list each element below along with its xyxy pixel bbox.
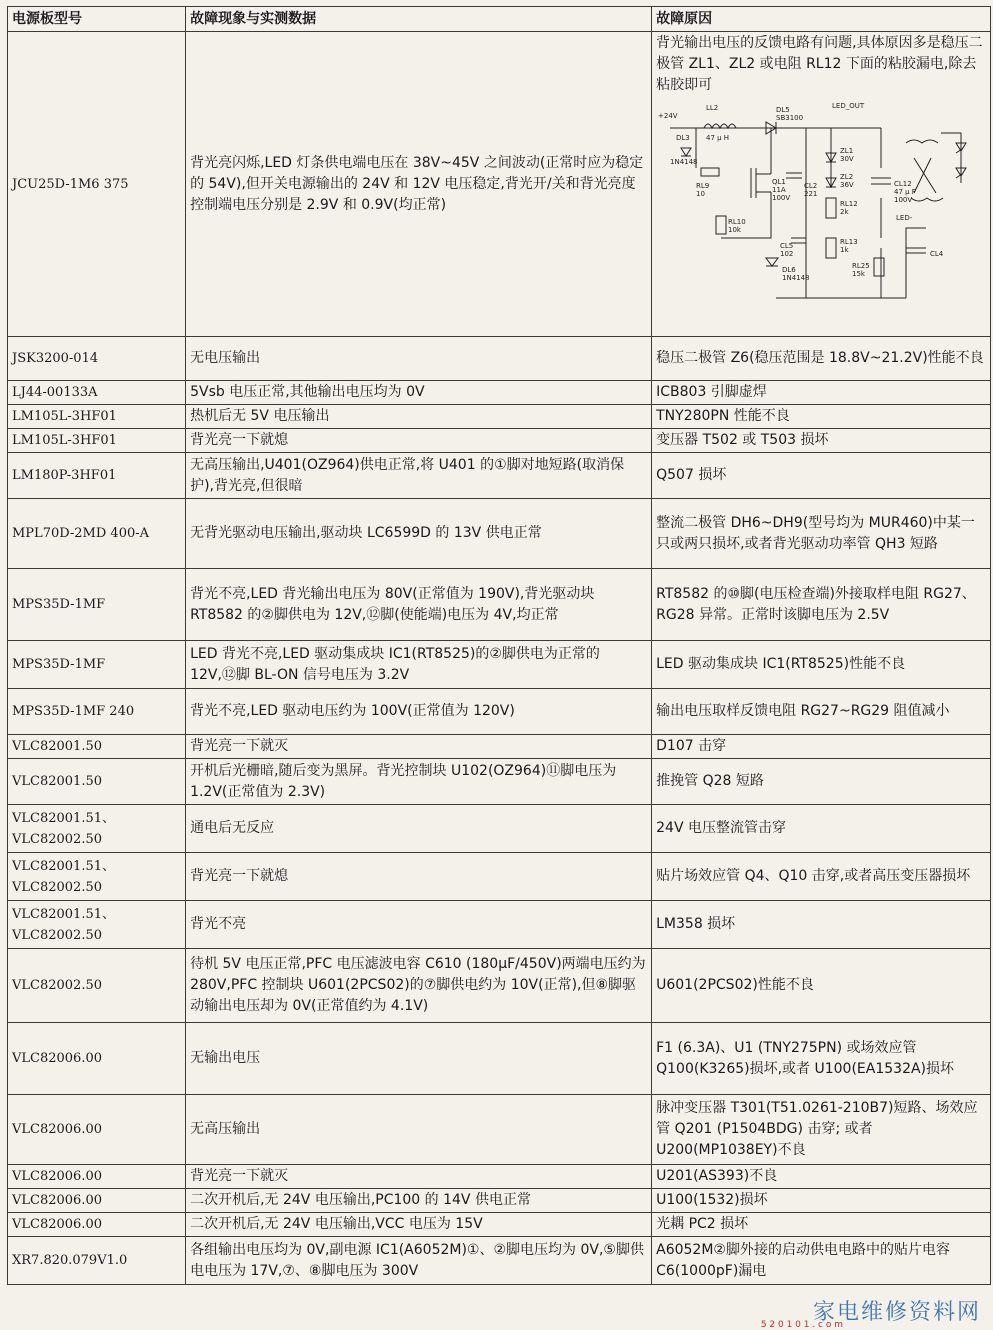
backlight-feedback-circuit-diagram	[656, 98, 976, 303]
cause-text: 背光输出电压的反馈电路有问题,具体原因多是稳压二极管 ZL1、ZL2 或电阻 RL12 下面的粘胶漏电,除去粘胶即可	[656, 35, 983, 93]
cause-cell: 24V 电压整流管击穿	[652, 805, 991, 853]
circuit-label: CL12	[894, 180, 912, 188]
symptom-cell: 无高压输出	[186, 1095, 652, 1165]
circuit-label: 221	[804, 190, 818, 198]
cause-cell: RT8582 的⑩脚(电压检查端)外接取样电阻 RG27、RG28 异常。正常时该脚电压为 2.5V	[652, 569, 991, 641]
table-row	[8, 641, 991, 689]
circuit-label: RL9	[696, 182, 710, 190]
circuit-label: 1k	[840, 246, 849, 254]
table-row	[8, 569, 991, 641]
model-cell: VLC82001.50	[8, 759, 186, 805]
cause-cell: 变压器 T502 或 T503 损坏	[652, 429, 991, 453]
table-row	[8, 1095, 991, 1165]
table-row	[8, 1189, 991, 1213]
model-cell: VLC82001.51、VLC82002.50	[8, 901, 186, 949]
watermark-url: 5 2 0 1 0 1 . c o m	[760, 1320, 843, 1330]
circuit-label: 1N4148	[670, 158, 698, 166]
symptom-cell: 待机 5V 电压正常,PFC 电压滤波电容 C610 (180μF/450V)两端电压约为 280V,PFC 控制块 U601(2PCS02)的⑦脚供电约为 10V(正常),但⑧脚驱动输出电压却为 0V(正常值约为 4.1V)	[186, 949, 652, 1023]
cause-cell: 光耦 PC2 损坏	[652, 1213, 991, 1237]
table-row	[8, 1237, 991, 1285]
model-cell: VLC82006.00	[8, 1165, 186, 1189]
circuit-label: 47 μ H	[706, 134, 730, 142]
model-cell: VLC82006.00	[8, 1189, 186, 1213]
cause-cell: ICB803 引脚虚焊	[652, 381, 991, 405]
circuit-label: DL6	[782, 266, 796, 274]
symptom-cell: LED 背光不亮,LED 驱动集成块 IC1(RT8525)的②脚供电为正常的 12V,⑫脚 BL-ON 信号电压为 3.2V	[186, 641, 652, 689]
fault-table	[7, 6, 991, 1285]
circuit-label: DL3	[676, 134, 690, 142]
model-cell: LM180P-3HF01	[8, 453, 186, 499]
model-cell: VLC82001.50	[8, 735, 186, 759]
model-cell: VLC82006.00	[8, 1095, 186, 1165]
cause-cell: 推挽管 Q28 短路	[652, 759, 991, 805]
circuit-label: 11A	[772, 186, 786, 194]
model-cell: MPL70D-2MD 400-A	[8, 499, 186, 569]
table-row	[8, 901, 991, 949]
circuit-label: LED-	[896, 214, 913, 222]
model-cell: LM105L-3HF01	[8, 429, 186, 453]
cause-cell	[652, 32, 991, 337]
symptom-cell: 二次开机后,无 24V 电压输出,PC100 的 14V 供电正常	[186, 1189, 652, 1213]
symptom-cell: 热机后无 5V 电压输出	[186, 405, 652, 429]
circuit-label: 36V	[840, 181, 854, 189]
model-cell: VLC82001.51、VLC82002.50	[8, 853, 186, 901]
table-row	[8, 1213, 991, 1237]
table-row	[8, 337, 991, 381]
table-row	[8, 853, 991, 901]
model-cell: JCU25D-1M6 375	[8, 32, 186, 337]
cause-cell: TNY280PN 性能不良	[652, 405, 991, 429]
header-cause: 故障原因	[652, 7, 991, 32]
cause-cell: LED 驱动集成块 IC1(RT8525)性能不良	[652, 641, 991, 689]
circuit-label: 102	[780, 250, 794, 258]
symptom-cell: 无高压输出,U401(OZ964)供电正常,将 U401 的①脚对地短路(取消保护),背光亮,但很暗	[186, 453, 652, 499]
circuit-label: 10k	[728, 226, 742, 234]
watermark-logo: 家电维修资料网	[812, 1300, 981, 1325]
table-row	[8, 735, 991, 759]
symptom-cell: 无电压输出	[186, 337, 652, 381]
symptom-cell: 背光亮一下就灭	[186, 1165, 652, 1189]
symptom-cell: 开机后光栅暗,随后变为黑屏。背光控制块 U102(OZ964)⑪脚电压为 1.2V(正常值为 2.3V)	[186, 759, 652, 805]
table-row	[8, 1023, 991, 1095]
circuit-label: RL10	[728, 218, 746, 226]
symptom-cell: 背光不亮	[186, 901, 652, 949]
symptom-cell: 背光不亮,LED 驱动电压约为 100V(正常值为 120V)	[186, 689, 652, 735]
circuit-label: RL13	[840, 238, 858, 246]
model-cell: VLC82002.50	[8, 949, 186, 1023]
symptom-cell: 无输出电压	[186, 1023, 652, 1095]
model-cell: LJ44-00133A	[8, 381, 186, 405]
table-row	[8, 759, 991, 805]
cause-cell: A6052M②脚外接的启动供电电路中的贴片电容 C6(1000pF)漏电	[652, 1237, 991, 1285]
model-cell: LM105L-3HF01	[8, 405, 186, 429]
header-symptom: 故障现象与实测数据	[186, 7, 652, 32]
circuit-label: ZL2	[840, 173, 854, 181]
cause-cell: LM358 损坏	[652, 901, 991, 949]
symptom-cell: 背光亮一下就灭	[186, 735, 652, 759]
circuit-label: CL5	[780, 242, 794, 250]
table-row	[8, 32, 991, 337]
table-row	[8, 499, 991, 569]
circuit-label: LL2	[706, 104, 719, 112]
table-row	[8, 1165, 991, 1189]
circuit-label: 15k	[852, 270, 866, 278]
model-cell: VLC82006.00	[8, 1023, 186, 1095]
header-model: 电源板型号	[8, 7, 186, 32]
symptom-cell: 背光亮一下就熄	[186, 429, 652, 453]
table-row	[8, 805, 991, 853]
circuit-label: 100V	[772, 194, 791, 202]
cause-cell: U201(AS393)不良	[652, 1165, 991, 1189]
table-row	[8, 429, 991, 453]
circuit-label: SB3100	[776, 114, 804, 122]
circuit-label: ZL1	[840, 147, 854, 155]
circuit-label: 10	[696, 190, 706, 198]
cause-cell: 整流二极管 DH6~DH9(型号均为 MUR460)中某一只或两只损坏,或者背光驱动功率管 QH3 短路	[652, 499, 991, 569]
model-cell: MPS35D-1MF	[8, 569, 186, 641]
circuit-label: LED_OUT	[832, 102, 865, 110]
cause-cell: 脉冲变压器 T301(T51.0261-210B7)短路、场效应管 Q201 (P1504BDG) 击穿; 或者 U200(MP1038EY)不良	[652, 1095, 991, 1165]
circuit-label: CL4	[930, 250, 944, 258]
cause-cell: U100(1532)损坏	[652, 1189, 991, 1213]
model-cell: MPS35D-1MF 240	[8, 689, 186, 735]
circuit-label: 47 μ F	[894, 188, 916, 196]
circuit-label: 100V	[894, 196, 913, 204]
cause-cell: 贴片场效应管 Q4、Q10 击穿,或者高压变压器损坏	[652, 853, 991, 901]
circuit-label: 1N4148	[782, 274, 810, 282]
table-row	[8, 453, 991, 499]
circuit-label: RL12	[840, 200, 858, 208]
symptom-cell: 背光亮一下就熄	[186, 853, 652, 901]
model-cell: MPS35D-1MF	[8, 641, 186, 689]
circuit-label: DL5	[776, 106, 790, 114]
model-cell: JSK3200-014	[8, 337, 186, 381]
cause-cell: 输出电压取样反馈电阻 RG27~RG29 阻值减小	[652, 689, 991, 735]
model-cell: VLC82006.00	[8, 1213, 186, 1237]
circuit-label: RL25	[852, 262, 870, 270]
header-row	[8, 7, 991, 32]
circuit-label: 30V	[840, 155, 854, 163]
table-row	[8, 405, 991, 429]
circuit-label: QL1	[772, 178, 786, 186]
model-cell: VLC82001.51、VLC82002.50	[8, 805, 186, 853]
cause-cell: F1 (6.3A)、U1 (TNY275PN) 或场效应管 Q100(K3265)损坏,或者 U100(EA1532A)损坏	[652, 1023, 991, 1095]
table-row	[8, 381, 991, 405]
symptom-cell: 背光亮闪烁,LED 灯条供电端电压在 38V~45V 之间波动(正常时应为稳定的 54V),但开关电源输出的 24V 和 12V 电压稳定,背光开/关和背光亮度控制端电压分别是 2.9V 和 0.9V(均正常)	[186, 32, 652, 337]
symptom-cell: 5Vsb 电压正常,其他输出电压均为 0V	[186, 381, 652, 405]
cause-cell: D107 击穿	[652, 735, 991, 759]
symptom-cell: 二次开机后,无 24V 电压输出,VCC 电压为 15V	[186, 1213, 652, 1237]
symptom-cell: 通电后无反应	[186, 805, 652, 853]
cause-cell: Q507 损坏	[652, 453, 991, 499]
table-row	[8, 689, 991, 735]
symptom-cell: 各组输出电压均为 0V,副电源 IC1(A6052M)①、②脚电压均为 0V,⑤脚供电电压为 17V,⑦、⑧脚电压为 300V	[186, 1237, 652, 1285]
table-row	[8, 949, 991, 1023]
model-cell: XR7.820.079V1.0	[8, 1237, 186, 1285]
symptom-cell: 背光不亮,LED 背光输出电压为 80V(正常值为 190V),背光驱动块 RT8582 的②脚供电为 12V,⑫脚(使能端)电压为 4V,均正常	[186, 569, 652, 641]
circuit-label: +24V	[658, 112, 678, 120]
cause-cell: 稳压二极管 Z6(稳压范围是 18.8V~21.2V)性能不良	[652, 337, 991, 381]
circuit-label: 2k	[840, 208, 849, 216]
circuit-label: CL2	[804, 182, 818, 190]
cause-cell: U601(2PCS02)性能不良	[652, 949, 991, 1023]
symptom-cell: 无背光驱动电压输出,驱动块 LC6599D 的 13V 供电正常	[186, 499, 652, 569]
